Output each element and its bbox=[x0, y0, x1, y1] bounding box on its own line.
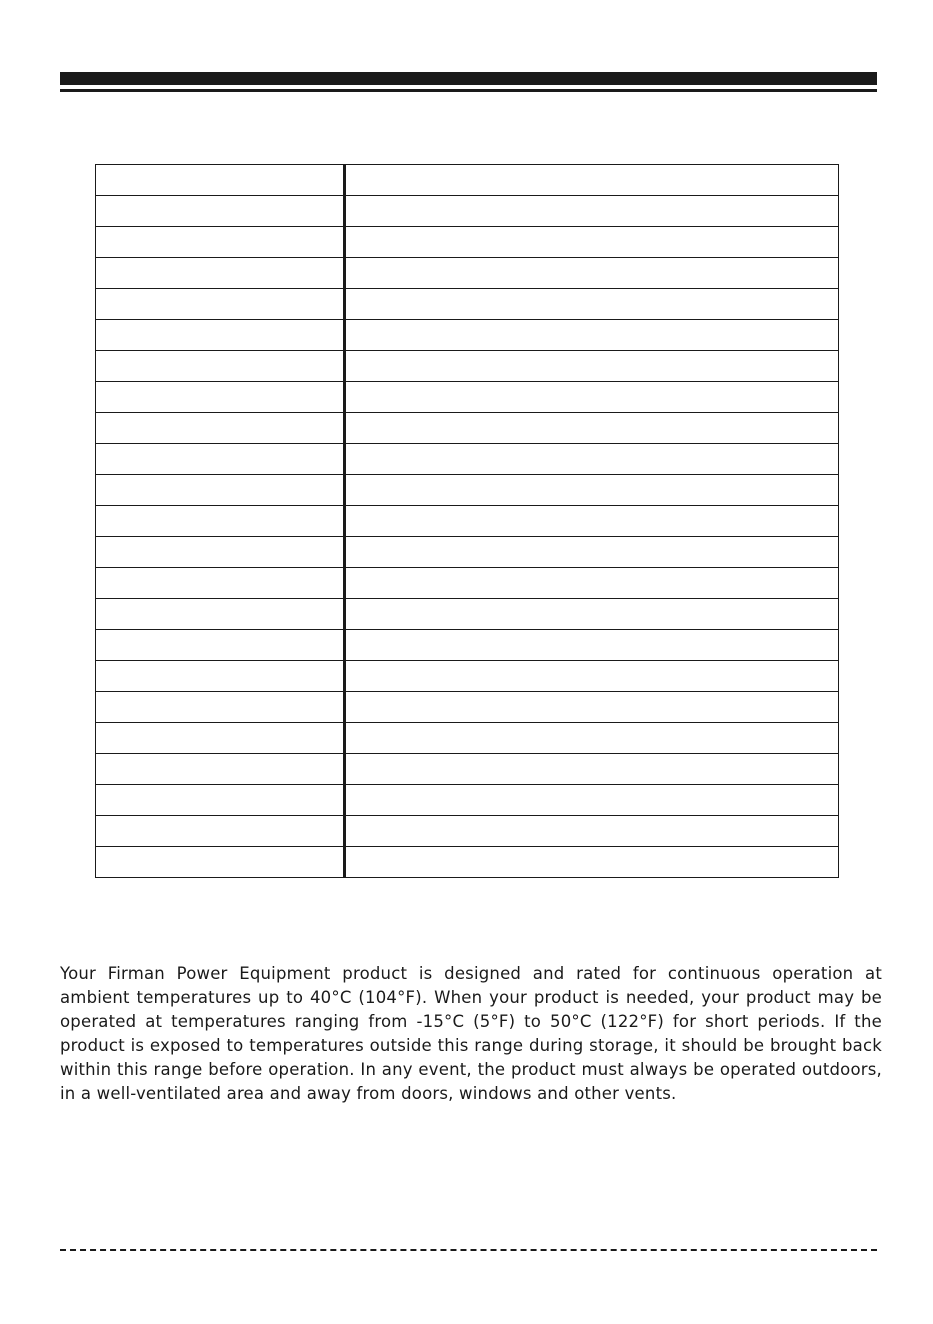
spec-label-cell bbox=[96, 382, 345, 413]
table-row bbox=[96, 630, 839, 661]
spec-value-cell bbox=[345, 382, 839, 413]
spec-label-cell bbox=[96, 444, 345, 475]
table-row bbox=[96, 816, 839, 847]
table-row bbox=[96, 289, 839, 320]
table-row bbox=[96, 692, 839, 723]
spec-value-cell bbox=[345, 196, 839, 227]
spec-label-cell bbox=[96, 785, 345, 816]
spec-value-cell bbox=[345, 444, 839, 475]
spec-label-cell bbox=[96, 351, 345, 382]
spec-value-cell bbox=[345, 754, 839, 785]
table-row bbox=[96, 227, 839, 258]
spec-label-cell bbox=[96, 320, 345, 351]
table-row bbox=[96, 568, 839, 599]
spec-value-cell bbox=[345, 351, 839, 382]
spec-label-cell bbox=[96, 289, 345, 320]
spec-label-cell bbox=[96, 816, 345, 847]
spec-value-cell bbox=[345, 723, 839, 754]
header-rule bbox=[60, 89, 877, 92]
spec-label-cell bbox=[96, 537, 345, 568]
table-row bbox=[96, 599, 839, 630]
spec-label-cell bbox=[96, 630, 345, 661]
spec-value-cell bbox=[345, 816, 839, 847]
table-row bbox=[96, 165, 839, 196]
spec-value-cell bbox=[345, 475, 839, 506]
spec-value-cell bbox=[345, 630, 839, 661]
spec-label-cell bbox=[96, 165, 345, 196]
spec-label-cell bbox=[96, 227, 345, 258]
table-row bbox=[96, 258, 839, 289]
operating-temperature-paragraph: Your Firman Power Equipment product is designed and rated for continuous operation at ambient temperatures up to 40°C (104°F). When your product is needed, your product may be operated at temperatures ranging from -15°C (5°F) to 50°C (122°F) for short periods. If the product is exposed to temperatures outside this range during storage, it should be brought back within this range before operation. In any event, the product must always be operated outdoors, in a well-ventilated area and away from doors, windows and other vents. bbox=[60, 964, 882, 1103]
specifications-table-body bbox=[96, 165, 839, 878]
table-row bbox=[96, 537, 839, 568]
table-row bbox=[96, 351, 839, 382]
spec-label-cell bbox=[96, 692, 345, 723]
spec-value-cell bbox=[345, 413, 839, 444]
table-row bbox=[96, 382, 839, 413]
table-row bbox=[96, 754, 839, 785]
spec-label-cell bbox=[96, 413, 345, 444]
table-row bbox=[96, 475, 839, 506]
spec-label-cell bbox=[96, 847, 345, 878]
spec-value-cell bbox=[345, 165, 839, 196]
spec-value-cell bbox=[345, 692, 839, 723]
spec-value-cell bbox=[345, 227, 839, 258]
spec-value-cell bbox=[345, 258, 839, 289]
table-row bbox=[96, 320, 839, 351]
spec-value-cell bbox=[345, 506, 839, 537]
table-row bbox=[96, 847, 839, 878]
spec-value-cell bbox=[345, 661, 839, 692]
table-row bbox=[96, 506, 839, 537]
spec-label-cell bbox=[96, 258, 345, 289]
spec-value-cell bbox=[345, 537, 839, 568]
specifications-table bbox=[95, 164, 839, 878]
spec-value-cell bbox=[345, 320, 839, 351]
spec-label-cell bbox=[96, 196, 345, 227]
table-row bbox=[96, 196, 839, 227]
table-row bbox=[96, 413, 839, 444]
header-bar bbox=[60, 72, 877, 85]
spec-value-cell bbox=[345, 568, 839, 599]
table-row bbox=[96, 661, 839, 692]
spec-label-cell bbox=[96, 661, 345, 692]
table-row bbox=[96, 785, 839, 816]
spec-label-cell bbox=[96, 723, 345, 754]
spec-label-cell bbox=[96, 475, 345, 506]
spec-value-cell bbox=[345, 599, 839, 630]
spec-value-cell bbox=[345, 847, 839, 878]
spec-label-cell bbox=[96, 599, 345, 630]
spec-label-cell bbox=[96, 506, 345, 537]
spec-label-cell bbox=[96, 568, 345, 599]
spec-label-cell bbox=[96, 754, 345, 785]
footer-dashed-rule bbox=[60, 1249, 877, 1251]
spec-value-cell bbox=[345, 289, 839, 320]
table-row bbox=[96, 723, 839, 754]
spec-value-cell bbox=[345, 785, 839, 816]
table-row bbox=[96, 444, 839, 475]
